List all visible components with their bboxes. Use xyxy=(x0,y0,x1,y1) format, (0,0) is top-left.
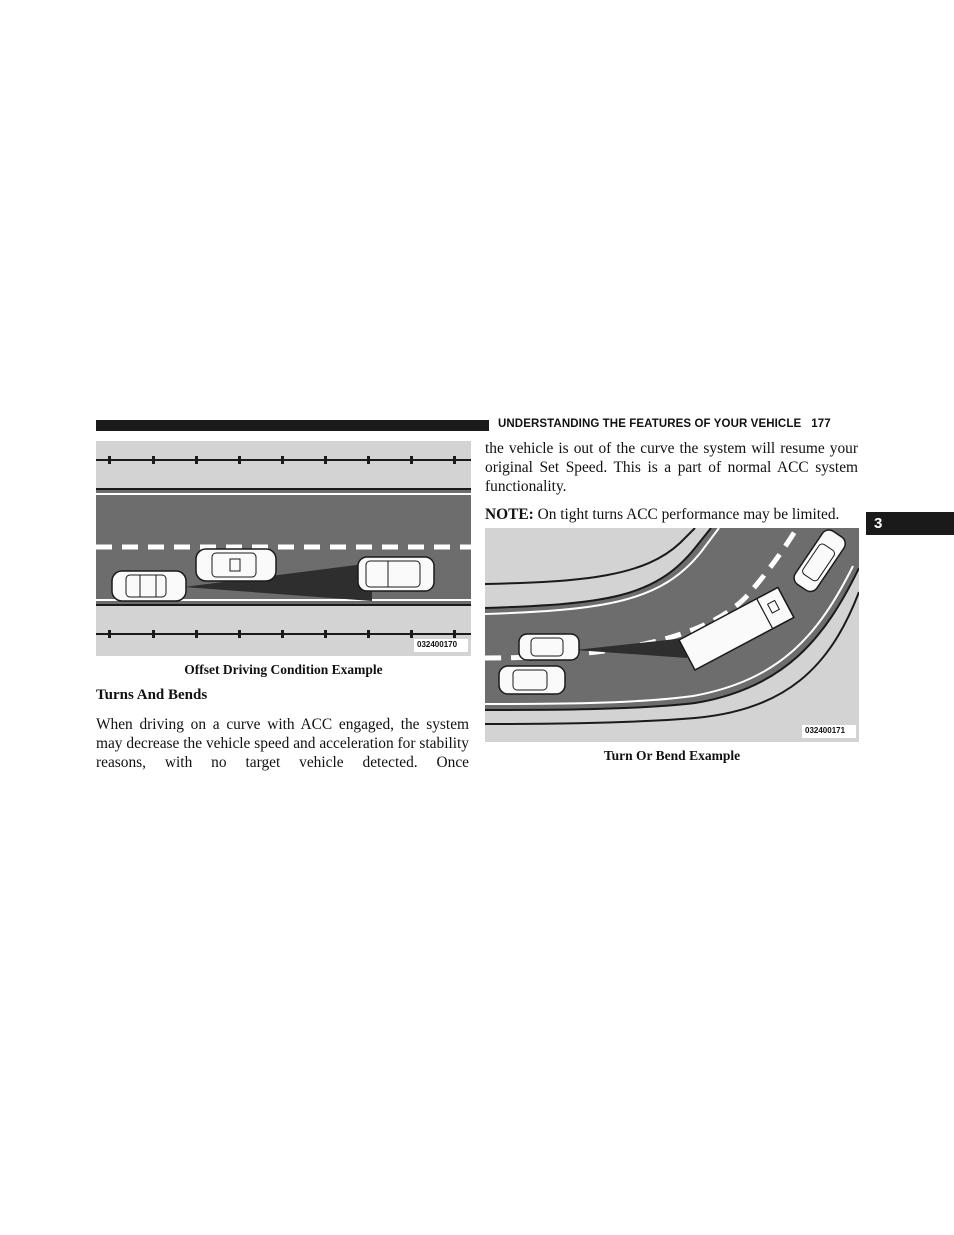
adjacent-vehicle xyxy=(196,549,276,581)
note-paragraph xyxy=(485,505,858,524)
chapter-tab xyxy=(866,512,954,535)
note-label: NOTE: xyxy=(485,506,534,523)
offset-driving-figure xyxy=(96,441,471,656)
running-header xyxy=(498,418,858,430)
header-rule xyxy=(96,420,489,431)
header-section-title: UNDERSTANDING THE FEATURES OF YOUR VEHICLE xyxy=(498,418,802,430)
turn-bend-illustration xyxy=(485,528,859,742)
offset-figure-caption: Offset Driving Condition Example xyxy=(184,662,383,677)
turns-paragraph-right: the vehicle is out of the curve the system will resume your original Set Speed. This is a part of normal ACC system functionality. xyxy=(485,440,858,495)
turns-paragraph-left: When driving on a curve with ACC engaged, the system may decrease the vehicle speed and acceleration for stability reasons, with no target vehicle detected. Once xyxy=(96,716,469,771)
note-text: On tight turns ACC performance may be limited. xyxy=(533,506,840,523)
target-vehicle xyxy=(358,557,434,591)
own-vehicle-turn xyxy=(499,666,565,694)
turn-bend-figure xyxy=(485,528,859,742)
figure-code-turn: 032400171 xyxy=(805,726,846,735)
lead-vehicle-turn xyxy=(519,634,579,660)
section-heading: Turns And Bends xyxy=(96,687,208,703)
own-vehicle xyxy=(112,571,186,601)
turn-figure-caption: Turn Or Bend Example xyxy=(603,748,741,763)
offset-driving-illustration xyxy=(96,441,471,656)
page-number: 177 xyxy=(811,418,831,430)
figure-code-offset: 032400170 xyxy=(417,640,458,649)
chapter-number: 3 xyxy=(874,515,883,532)
